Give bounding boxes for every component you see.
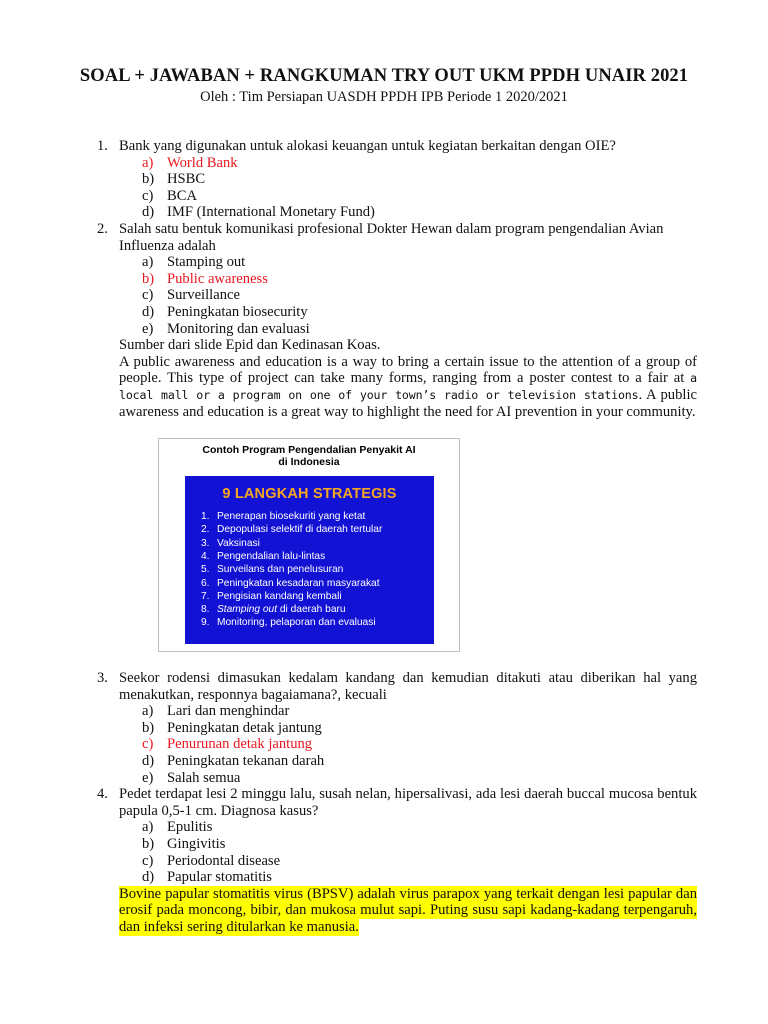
question-text: Seekor rodensi dimasukan kedalam kandang dan kemudian ditakuti atau diberikan hal yang menakutkan, responnya bagaiamana?, kecuali xyxy=(119,670,697,703)
option-letter: b) xyxy=(142,719,155,736)
strategy-step xyxy=(201,537,382,550)
option-text: Monitoring dan evaluasi xyxy=(167,320,310,337)
option-text: Stamping out xyxy=(167,254,246,271)
question-number: 3. xyxy=(97,670,108,687)
option-letter: b) xyxy=(142,171,155,188)
option-text: Papular stomatitis xyxy=(167,869,272,886)
option-a xyxy=(142,254,697,271)
step-number: 1. xyxy=(201,511,210,523)
step-text: Pengisian kandang kembali xyxy=(217,590,342,602)
question-3 xyxy=(97,670,697,786)
explanation-text-end: . A public awareness and education is a great way to highlight the need for AI prevention in your community. xyxy=(119,386,697,420)
question-text: Salah satu bentuk komunikasi profesional Dokter Hewan dalam program pengendalian Avian Influenza adalah xyxy=(119,220,664,254)
question-text: Bank yang digunakan untuk alokasi keuangan untuk kegiatan berkaitan dengan OIE? xyxy=(119,138,616,154)
explanation-mono-text: a local mall or a program on one of your town’s radio or television stations xyxy=(119,371,697,402)
explanation-paragraph xyxy=(119,354,697,420)
option-a xyxy=(142,703,697,720)
strategy-step xyxy=(201,616,382,629)
option-e xyxy=(142,321,697,338)
option-text: Peningkatan biosecurity xyxy=(167,303,308,320)
strategy-list xyxy=(201,510,382,630)
option-text: Gingivitis xyxy=(167,836,226,853)
step-text-italic: Stamping out xyxy=(217,604,278,616)
option-d xyxy=(142,304,697,321)
option-letter: e) xyxy=(142,320,154,337)
option-b xyxy=(142,836,697,853)
step-number: 5. xyxy=(201,564,210,576)
step-number: 7. xyxy=(201,590,210,602)
option-letter: d) xyxy=(142,303,155,320)
option-list xyxy=(142,155,697,221)
step-text: Monitoring, pelaporan dan evaluasi xyxy=(217,617,376,629)
question-1 xyxy=(97,138,697,221)
step-text: di daerah baru xyxy=(277,604,346,616)
slide-figure xyxy=(158,438,460,652)
document-title: SOAL + JAWABAN + RANGKUMAN TRY OUT UKM PPDH UNAIR 2021 xyxy=(79,66,689,86)
option-text: Periodontal disease xyxy=(167,852,281,869)
highlighted-text: Bovine papular stomatitis virus (BPSV) adalah virus parapox yang terkait dengan lesi papular dan erosif pada moncong, bibir, dan mukosa mulut sapi. Puting susu sapi kadang-kadang terpengaruh, dan infeksi sering ditularkan ke manusia. xyxy=(119,885,697,935)
question-2 xyxy=(97,221,697,652)
step-number: 2. xyxy=(201,524,210,536)
step-text: Penerapan biosekuriti yang ketat xyxy=(217,511,366,523)
question-number: 1. xyxy=(97,138,108,154)
option-d xyxy=(142,869,697,886)
option-list xyxy=(142,703,697,786)
step-number: 3. xyxy=(201,537,210,549)
figure-title-line: Contoh Program Pengendalian Penyakit AI xyxy=(202,444,416,457)
option-letter: a) xyxy=(142,154,154,171)
option-text: Peningkatan detak jantung xyxy=(167,719,322,736)
document-subtitle: Oleh : Tim Persiapan UASDH PPDH IPB Periode 1 2020/2021 xyxy=(200,89,568,105)
step-text: Depopulasi selektif di daerah tertular xyxy=(217,524,383,536)
option-text: Surveillance xyxy=(167,287,240,304)
strategy-step xyxy=(201,550,382,563)
strategy-step xyxy=(201,590,382,603)
question-number: 4. xyxy=(97,786,108,803)
option-list xyxy=(142,254,697,337)
option-letter: a) xyxy=(142,819,154,836)
step-text: Pengendalian lalu-lintas xyxy=(217,550,326,562)
step-text: Peningkatan kesadaran masyarakat xyxy=(217,577,380,589)
option-text: Penurunan detak jantung xyxy=(167,736,313,753)
strategy-step xyxy=(201,563,382,576)
strategy-step xyxy=(201,603,382,616)
option-letter: c) xyxy=(142,287,154,304)
step-text: Surveilans dan penelusuran xyxy=(217,564,344,576)
option-e xyxy=(142,770,697,787)
option-text: Peningkatan tekanan darah xyxy=(167,753,325,770)
option-letter: d) xyxy=(142,753,155,770)
option-text: BCA xyxy=(167,187,198,204)
option-letter: d) xyxy=(142,204,155,221)
highlighted-explanation xyxy=(119,886,697,936)
option-letter: d) xyxy=(142,869,155,886)
option-text: IMF (International Monetary Fund) xyxy=(167,204,375,221)
question-number: 2. xyxy=(97,220,108,237)
question-4 xyxy=(97,786,697,935)
option-c xyxy=(142,853,697,870)
strategy-step xyxy=(201,577,382,590)
option-text: Epulitis xyxy=(167,819,213,836)
option-d xyxy=(142,753,697,770)
document-body xyxy=(97,138,697,936)
option-letter: b) xyxy=(142,836,155,853)
option-letter: c) xyxy=(142,187,154,204)
option-text: Salah semua xyxy=(167,769,241,786)
explanation-text: A public awareness and education is a way to bring a certain issue to the attention of a group of people. This type of project can take many forms, ranging from a poster contest to a fair at xyxy=(119,353,697,387)
option-b xyxy=(142,171,697,188)
strategy-heading: 9 LANGKAH STRATEGIS xyxy=(222,486,397,503)
option-b xyxy=(142,720,697,737)
option-letter: e) xyxy=(142,769,154,786)
option-text: Lari dan menghindar xyxy=(167,703,290,720)
option-letter: a) xyxy=(142,254,154,271)
figure-title xyxy=(159,444,459,468)
option-c-correct xyxy=(142,736,697,753)
option-a xyxy=(142,819,697,836)
option-list xyxy=(142,819,697,885)
step-number: 9. xyxy=(201,617,210,629)
step-number: 4. xyxy=(201,550,210,562)
option-b-correct xyxy=(142,271,697,288)
step-text: Vaksinasi xyxy=(217,537,260,549)
option-text: Public awareness xyxy=(167,270,268,287)
option-letter: c) xyxy=(142,852,154,869)
figure-title-line: di Indonesia xyxy=(278,456,340,469)
option-d xyxy=(142,204,697,221)
option-a-correct xyxy=(142,155,697,172)
option-letter: a) xyxy=(142,703,154,720)
option-c xyxy=(142,287,697,304)
step-number: 8. xyxy=(201,604,210,616)
option-text: HSBC xyxy=(167,171,206,188)
option-letter: c) xyxy=(142,736,154,753)
option-c xyxy=(142,188,697,205)
option-letter: b) xyxy=(142,270,155,287)
step-number: 6. xyxy=(201,577,210,589)
strategy-step xyxy=(201,510,382,523)
strategy-panel xyxy=(185,476,434,644)
strategy-step xyxy=(201,523,382,536)
question-text: Pedet terdapat lesi 2 minggu lalu, susah nelan, hipersalivasi, ada lesi daerah buccal mucosa bentuk papula 0,5-1 cm. Diagnosa kasus? xyxy=(119,786,697,819)
option-text: World Bank xyxy=(167,154,238,171)
source-note: Sumber dari slide Epid dan Kedinasan Koas. xyxy=(119,337,381,354)
